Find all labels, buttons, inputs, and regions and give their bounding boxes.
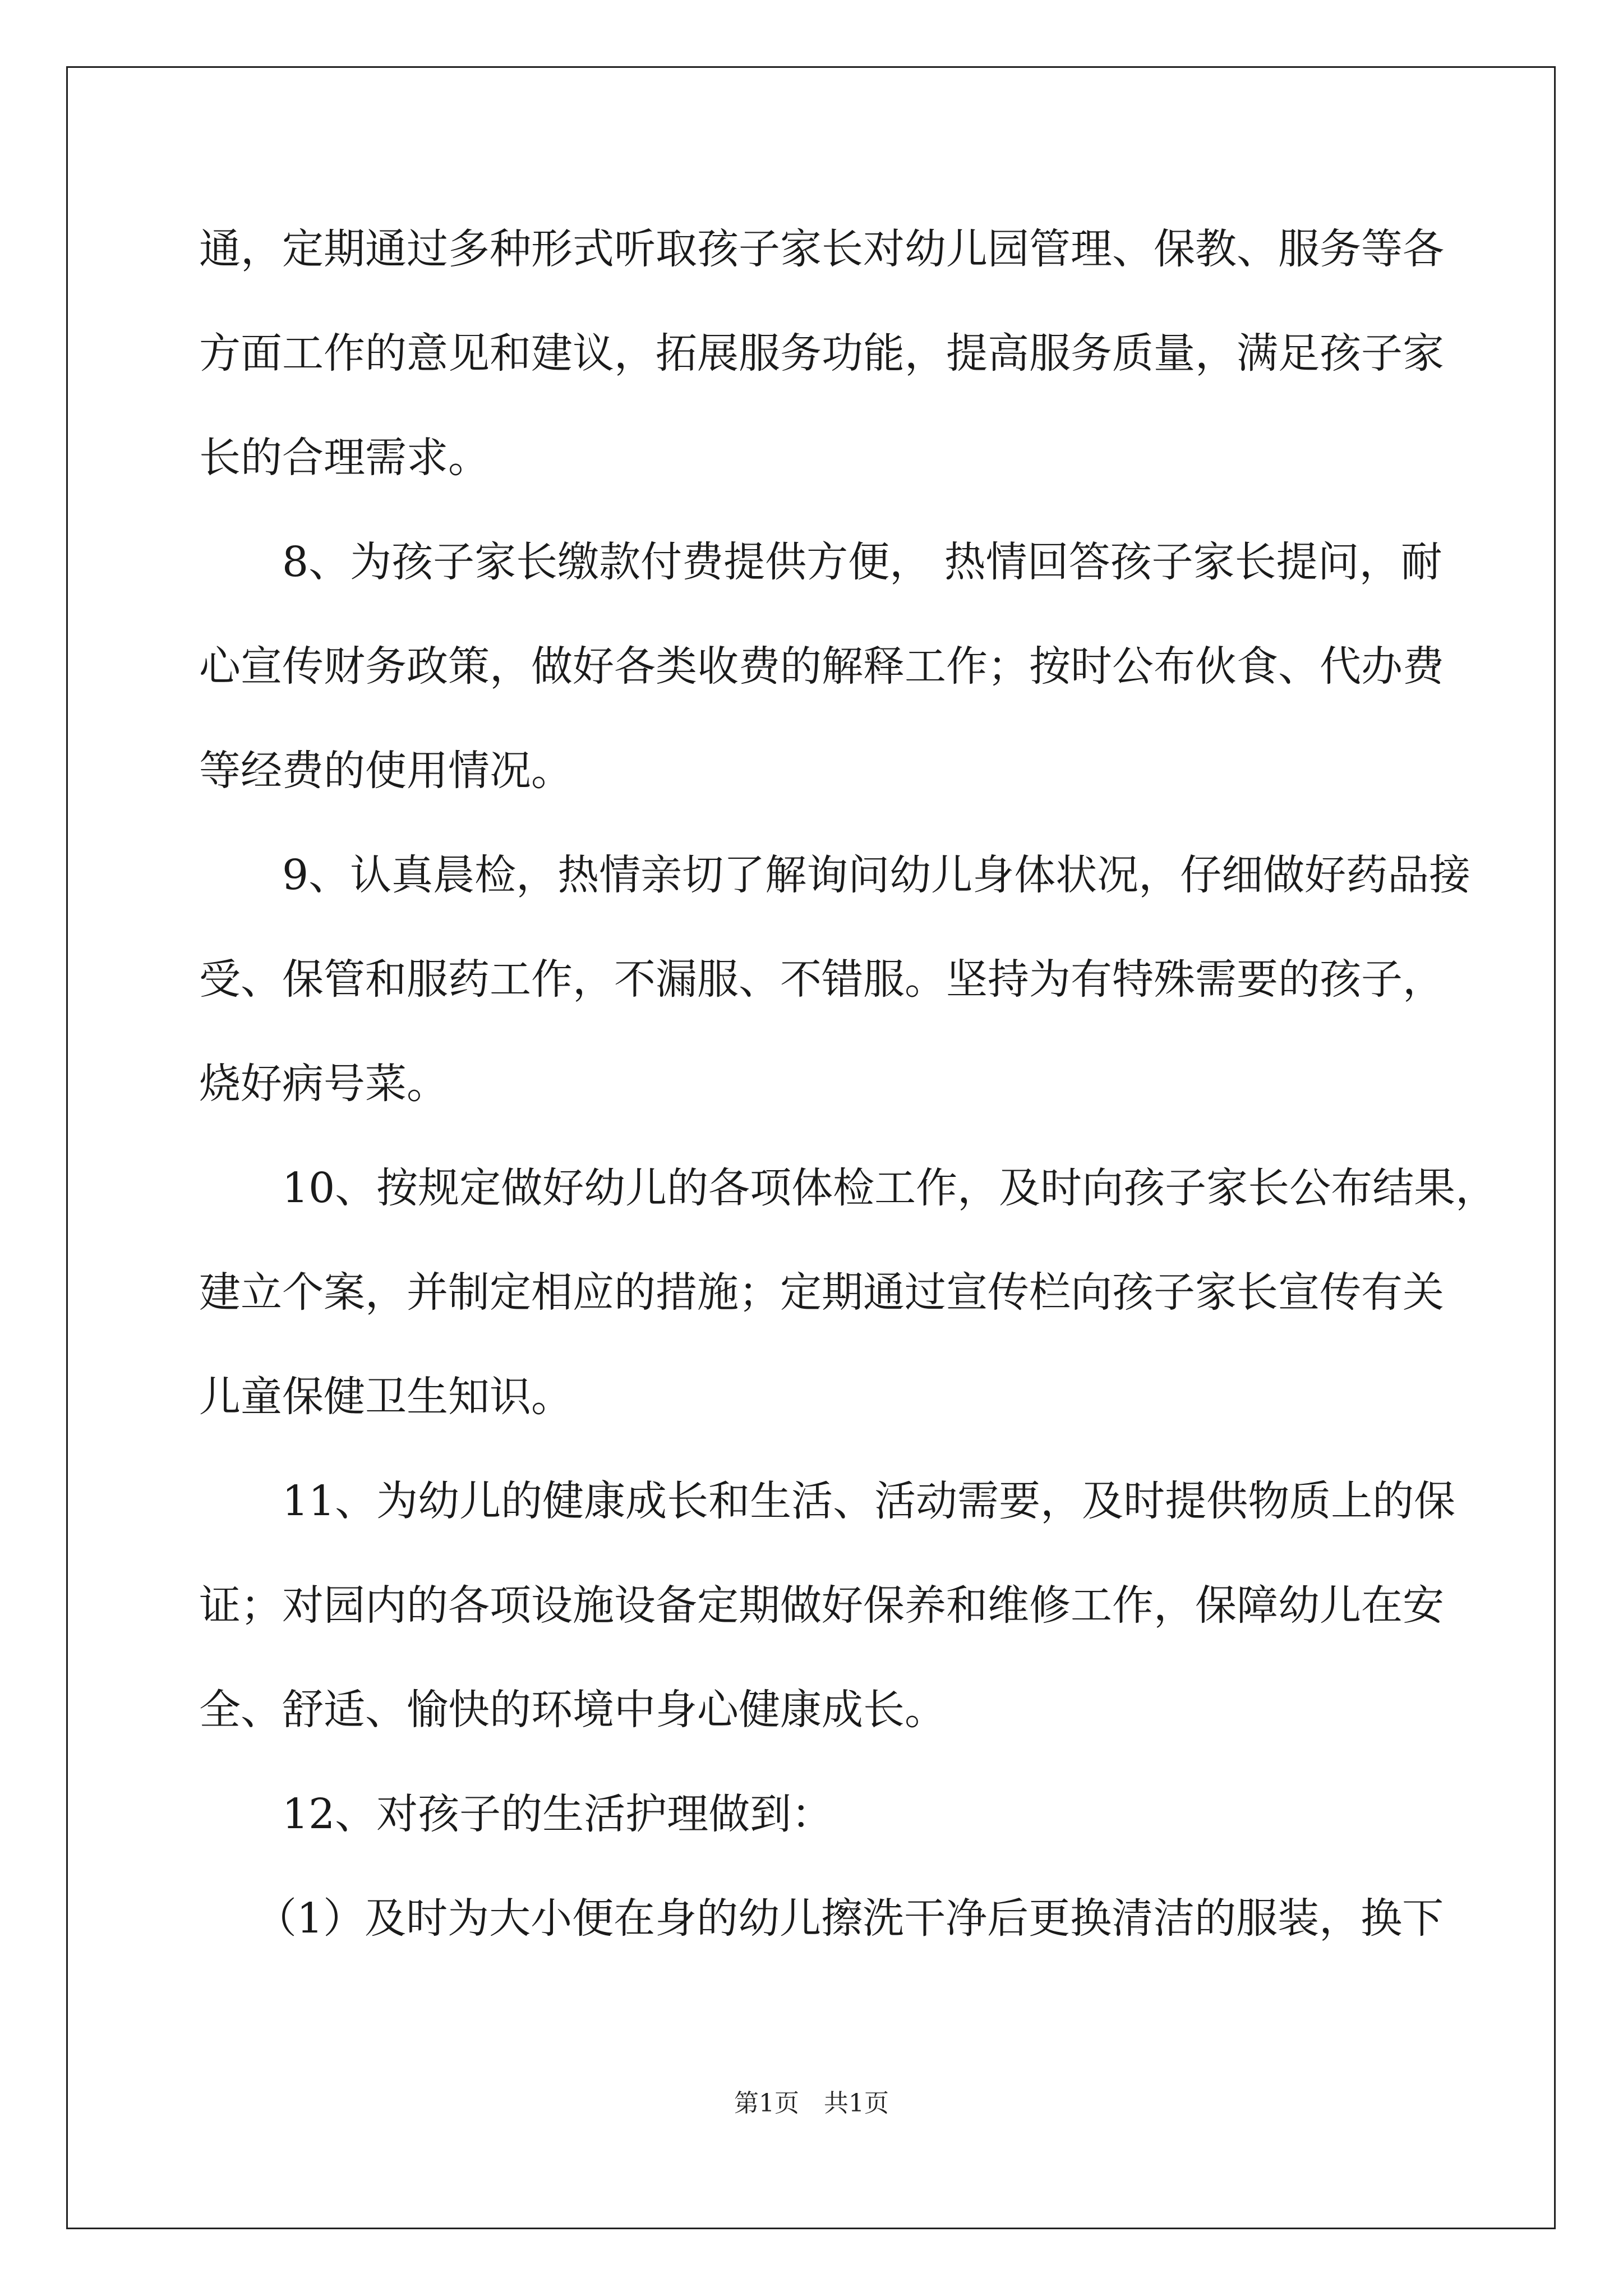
page-footer: 第1页 共1页 [734, 2089, 889, 2118]
text-line: 烧好病号菜。 [199, 1060, 448, 1108]
paragraph-11-start: 11、为幼儿的健康成长和生活、活动需要，及时提供物质上的保 [282, 1477, 1456, 1525]
list-item-1: （1）及时为大小便在身的幼儿擦洗干净后更换清洁的服装，换下 [255, 1894, 1444, 1943]
text-line: 证；对园内的各项设施设备定期做好保养和维修工作，保障幼儿在安 [199, 1581, 1444, 1630]
text-line: 全、舒适、愉快的环境中身心健康成长。 [199, 1686, 946, 1734]
text-line: 受、保管和服药工作，不漏服、不错服。坚持为有特殊需要的孩子， [199, 955, 1444, 1004]
paragraph-9-start: 9、认真晨检，热情亲切了解询问幼儿身体状况，仔细做好药品接 [282, 851, 1471, 899]
text-line: 儿童保健卫生知识。 [199, 1373, 573, 1421]
document-body [199, 215, 1497, 1989]
paragraph-12-start: 12、对孩子的生活护理做到： [282, 1790, 833, 1838]
paragraph-10-start: 10、按规定做好幼儿的各项体检工作，及时向孩子家长公布结果， [282, 1164, 1497, 1212]
text-line: 等经费的使用情况。 [199, 747, 573, 795]
text-line: 通，定期通过多种形式听取孩子家长对幼儿园管理、保教、服务等各 [199, 225, 1444, 273]
paragraph-8-start: 8、为孩子家长缴款付费提供方便， 热情回答孩子家长提问，耐 [282, 538, 1442, 586]
text-line: 长的合理需求。 [199, 434, 490, 482]
text-line: 心宣传财务政策，做好各类收费的解释工作；按时公布伙食、代办费 [199, 642, 1444, 691]
text-line: 建立个案，并制定相应的措施；定期通过宣传栏向孩子家长宣传有关 [199, 1268, 1444, 1317]
text-line: 方面工作的意见和建议，拓展服务功能，提高服务质量，满足孩子家 [199, 329, 1444, 378]
